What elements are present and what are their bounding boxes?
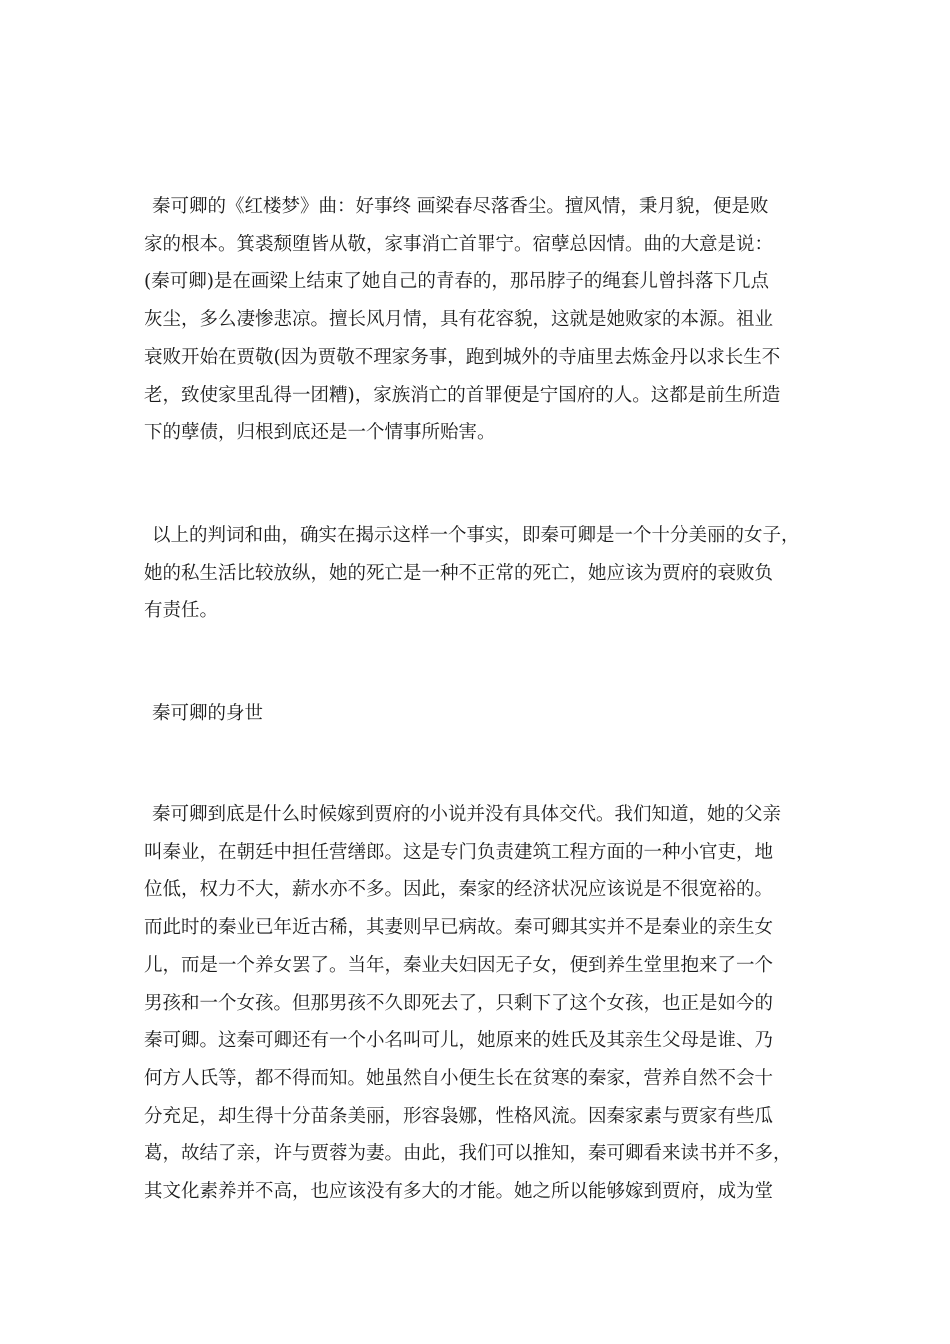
text-line: 家的根本。箕裘颓堕皆从敬，家事消亡首罪宁。宿孽总因情。曲的大意是说： [144, 233, 774, 255]
text-line: 儿，而是一个养女罢了。当年，秦业夫妇因无子女，便到养生堂里抱来了一个 [144, 954, 774, 976]
paragraph-background [144, 796, 810, 1211]
text-line: 秦可卿的《红楼梦》曲：好事终 画梁春尽落香尘。擅风情，秉月貌，便是败 [152, 196, 769, 217]
text-line: 老，致使家里乱得一团糟)，家族消亡的首罪便是宁国府的人。这都是前生所造 [144, 384, 781, 406]
text-line: 以上的判词和曲，确实在揭示这样一个事实，即秦可卿是一个十分美丽的女子， [152, 525, 800, 546]
text-line: 有责任。 [144, 600, 219, 622]
section-heading [144, 695, 810, 733]
paragraph-qin-keqing-song [144, 188, 810, 452]
heading-text: 秦可卿的身世 [152, 703, 264, 724]
text-line: 葛，故结了亲，许与贾蓉为妻。由此，我们可以推知，秦可卿看来读书并不多， [144, 1143, 792, 1165]
text-line: 而此时的秦业已年近古稀，其妻则早已病故。秦可卿其实并不是秦业的亲生女 [144, 917, 774, 939]
text-line: 下的孽债，归根到底还是一个情事所贻害。 [144, 422, 496, 444]
text-line: (秦可卿)是在画梁上结束了她自己的青春的，那吊脖子的绳套儿曾抖落下几点 [144, 271, 769, 293]
text-line: 叫秦业，在朝廷中担任营缮郎。这是专门负责建筑工程方面的一种小官吏，地 [144, 841, 774, 863]
text-line: 分充足，却生得十分苗条美丽，形容袅娜，性格风流。因秦家素与贾家有些瓜 [144, 1105, 774, 1127]
text-line: 衰败开始在贾敬(因为贾敬不理家务事，跑到城外的寺庙里去炼金丹以求长生不 [144, 346, 781, 368]
text-line: 其文化素养并不高，也应该没有多大的才能。她之所以能够嫁到贾府，成为堂 [144, 1181, 774, 1203]
text-line: 她的私生活比较放纵，她的死亡是一种不正常的死亡，她应该为贾府的衰败负 [144, 562, 774, 584]
text-line: 何方人氏等，都不得而知。她虽然自小便生长在贫寒的秦家，营养自然不会十 [144, 1067, 774, 1089]
text-line: 灰尘，多么凄惨悲凉。擅长风月情，具有花容貌，这就是她败家的本源。祖业 [144, 309, 774, 331]
text-line: 男孩和一个女孩。但那男孩不久即死去了，只剩下了这个女孩，也正是如今的 [144, 992, 774, 1014]
text-line: 秦可卿到底是什么时候嫁到贾府的小说并没有具体交代。我们知道，她的父亲 [152, 804, 782, 825]
text-line: 位低，权力不大，薪水亦不多。因此，秦家的经济状况应该说是不很宽裕的。 [144, 879, 774, 901]
paragraph-summary [144, 517, 810, 630]
text-line: 秦可卿。这秦可卿还有一个小名叫可儿，她原来的姓氏及其亲生父母是谁、乃 [144, 1030, 774, 1052]
